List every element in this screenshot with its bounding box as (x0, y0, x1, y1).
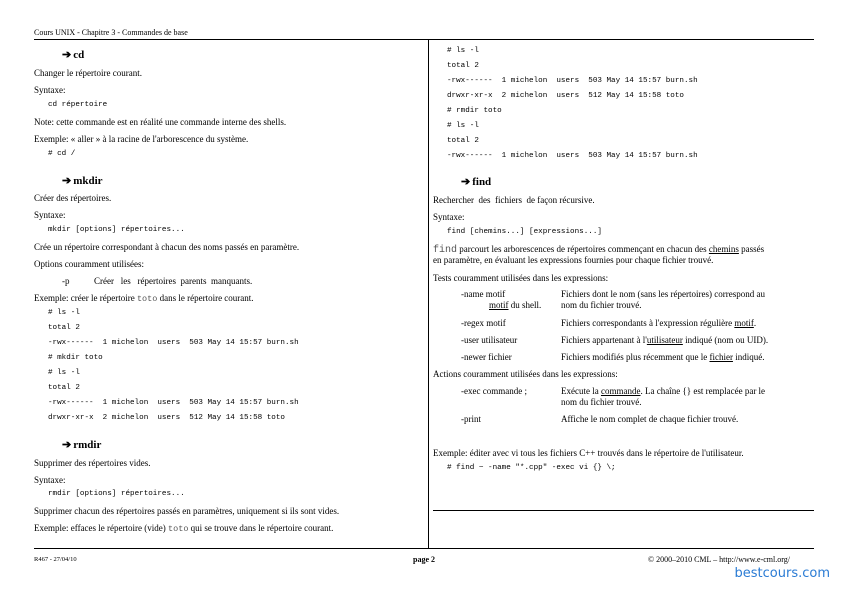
test-term: -user utilisateur (461, 335, 518, 345)
mkdir-syntax-label: Syntaxe: (34, 210, 66, 220)
mkdir-explain: Crée un répertoire correspondant à chacun des noms passés en paramètre. (34, 242, 300, 252)
code-line: # ls -l (48, 369, 80, 377)
cd-note: Note: cette commande est en réalité une commande interne des shells. (34, 117, 287, 127)
section-find: ➔ find (461, 176, 492, 188)
rmdir-syntax-label: Syntaxe: (34, 475, 66, 485)
cd-syntax-label: Syntaxe: (34, 85, 66, 95)
find-syntax: find [chemins...] [expressions...] (447, 228, 602, 236)
column-divider (428, 40, 429, 548)
test-term: -newer fichier (461, 352, 512, 362)
code-line: -rwx------ 1 michelon users 503 May 14 15:57 burn.sh (48, 399, 299, 407)
test-row (433, 335, 815, 347)
find-syntax-label: Syntaxe: (433, 212, 465, 222)
find-example: # find ~ -name "*.cpp" -exec vi {} \; (447, 464, 616, 472)
test-row (433, 289, 815, 311)
section-cd: ➔ cd (62, 49, 85, 61)
find-actions-label: Actions couramment utilisées dans les expressions: (433, 369, 618, 379)
test-term-cont: motif du shell. (489, 300, 542, 310)
find-example-label: Exemple: éditer avec vi tous les fichiers C++ trouvés dans le répertoire de l'utilisateur. (433, 448, 744, 458)
test-desc: Fichiers modifiés plus récemment que le fichier indiqué. (561, 352, 765, 362)
code-line: -rwx------ 1 michelon users 503 May 14 15:57 burn.sh (447, 152, 698, 160)
test-term: -name motif (461, 289, 506, 299)
code-line: total 2 (447, 62, 479, 70)
cd-example-label: Exemple: « aller » à la racine de l'arborescence du système. (34, 134, 249, 144)
code-line: total 2 (447, 137, 479, 145)
code-line: # rmdir toto (447, 107, 502, 115)
action-desc-cont: nom du fichier trouvé. (561, 397, 642, 407)
code-line: total 2 (48, 324, 80, 332)
code-line: -rwx------ 1 michelon users 503 May 14 15:57 burn.sh (447, 77, 698, 85)
code-line: drwxr-xr-x 2 michelon users 512 May 14 15:58 toto (48, 414, 285, 422)
mkdir-desc: Créer des répertoires. (34, 193, 112, 203)
arrow-icon: ➔ (62, 49, 72, 61)
code-line: drwxr-xr-x 2 michelon users 512 May 14 15:58 toto (447, 92, 684, 100)
code-line: -rwx------ 1 michelon users 503 May 14 15:57 burn.sh (48, 339, 299, 347)
test-desc: Fichiers dont le nom (sans les répertoires) correspond au (561, 289, 765, 299)
page-number: page 2 (413, 555, 435, 564)
code-line: # mkdir toto (48, 354, 103, 362)
footer-reference: R467 - 27/04/10 (34, 556, 77, 563)
test-desc-cont: nom du fichier trouvé. (561, 300, 642, 310)
action-desc: Exécute la commande. La chaîne {} est remplacée par le (561, 386, 766, 396)
find-explain: find parcourt les arborescences de répertoires commençant en chacun des chemins passés (433, 244, 765, 256)
arrow-icon: ➔ (62, 439, 72, 451)
test-row (433, 352, 815, 364)
find-explain-2: en paramètre, en évaluant les expressions fournies pour chaque fichier trouvé. (433, 255, 714, 265)
action-row (433, 414, 815, 426)
rmdir-desc: Supprimer des répertoires vides. (34, 458, 151, 468)
cd-desc: Changer le répertoire courant. (34, 68, 142, 78)
header-title: Cours UNIX - Chapitre 3 - Commandes de base (34, 28, 188, 37)
header-rule (34, 39, 814, 40)
find-desc: Rechercher des fichiers de façon récursive. (433, 195, 595, 205)
arrow-icon: ➔ (62, 175, 72, 187)
action-desc: Affiche le nom complet de chaque fichier trouvé. (561, 414, 739, 424)
inline-code: toto (136, 294, 158, 304)
code-line: total 2 (48, 384, 80, 392)
section-end-rule (433, 510, 814, 511)
mkdir-syntax: mkdir [options] répertoires... (48, 226, 185, 234)
option-desc: Créer les répertoires parents manquants. (94, 276, 253, 286)
section-rmdir: ➔ rmdir (62, 439, 102, 451)
action-term: -print (461, 414, 481, 424)
section-mkdir: ➔ mkdir (62, 175, 103, 187)
rmdir-explain: Supprimer chacun des répertoires passés en paramètres, uniquement si ils sont vides. (34, 506, 340, 516)
action-term: -exec commande ; (461, 386, 527, 396)
code-line: # ls -l (48, 309, 80, 317)
cd-example: # cd / (48, 150, 76, 158)
cd-syntax: cd répertoire (48, 101, 108, 109)
arrow-icon: ➔ (461, 176, 471, 188)
inline-code: toto (168, 524, 189, 534)
mkdir-options-label: Options couramment utilisées: (34, 259, 144, 269)
mkdir-example-label: Exemple: créer le répertoire toto dans le répertoire courant. (34, 293, 254, 304)
test-desc: Fichiers correspondants à l'expression régulière motif. (561, 318, 757, 328)
code-line: # ls -l (447, 47, 479, 55)
footer-rule (34, 548, 814, 549)
option-term: -p (62, 276, 70, 286)
find-tests-label: Tests couramment utilisées dans les expressions: (433, 273, 609, 283)
brand-watermark: bestcours.com (734, 566, 830, 581)
test-row (433, 318, 815, 330)
rmdir-syntax: rmdir [options] répertoires... (48, 490, 185, 498)
test-desc: Fichiers appartenant à l'utilisateur indiqué (nom ou UID). (561, 335, 769, 345)
rmdir-example-label: Exemple: effaces le répertoire (vide) toto qui se trouve dans le répertoire courant. (34, 523, 334, 534)
code-line: # ls -l (447, 122, 479, 130)
footer-copyright: © 2000–2010 CML – http://www.e-cml.org/ (648, 555, 790, 564)
inline-code: find (433, 245, 458, 256)
action-row (433, 386, 815, 408)
test-term: -regex motif (461, 318, 506, 328)
